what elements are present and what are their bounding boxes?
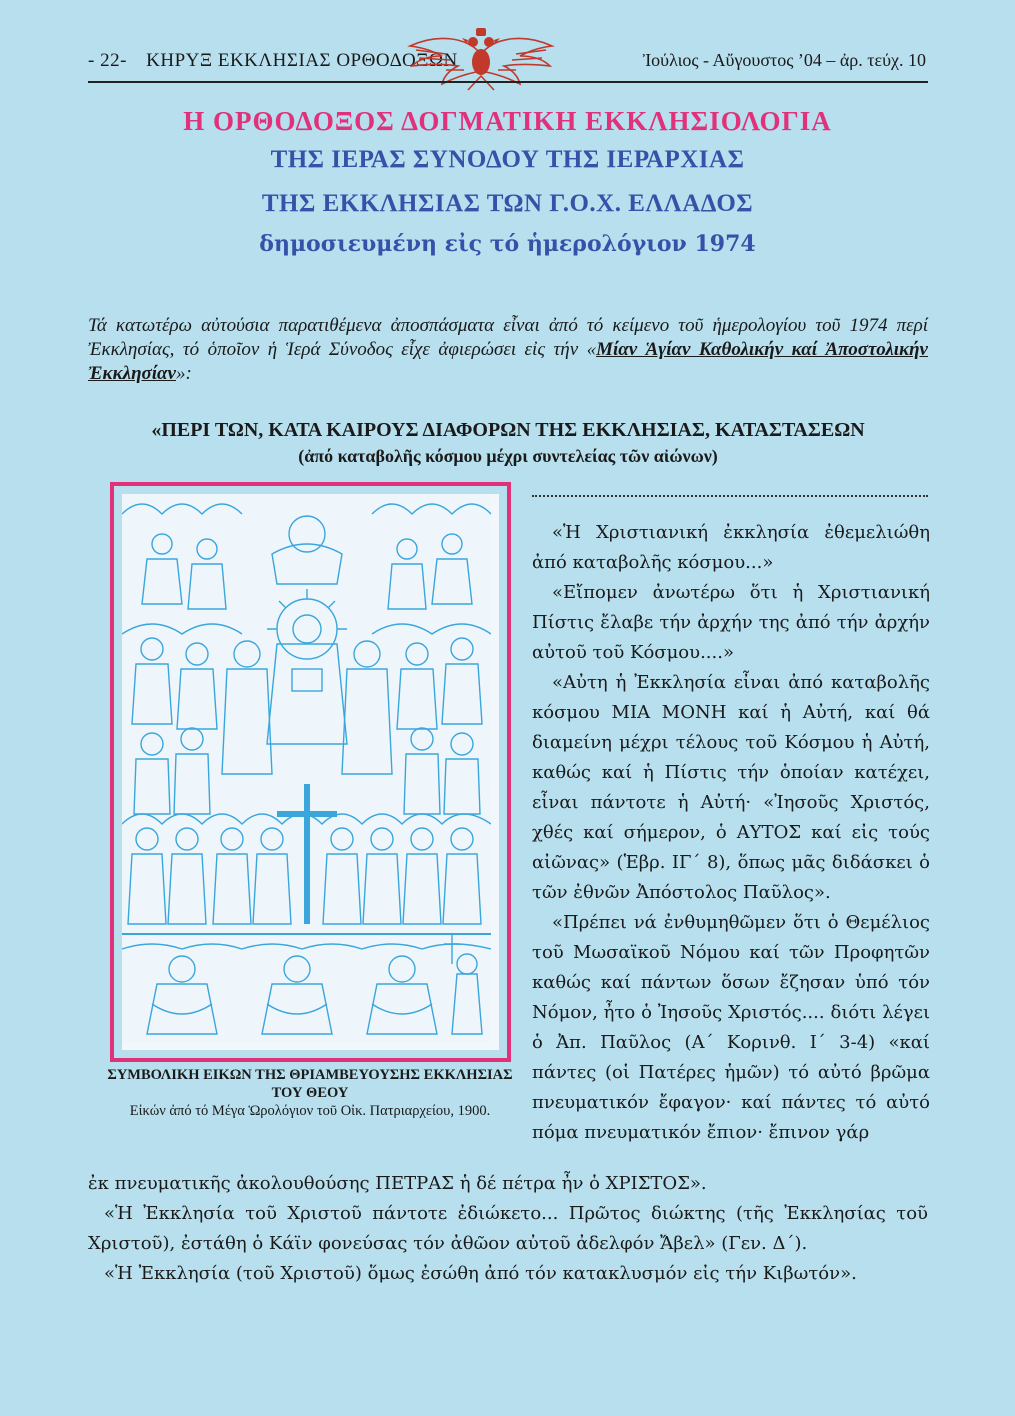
page-number: - 22-: [88, 50, 127, 71]
section-heading-main: «ΠΕΡΙ ΤΩΝ, ΚΑΤΑ ΚΑΙΡΟΥΣ ΔΙΑΦΟΡΩΝ ΤΗΣ ΕΚΚΛΗΣΙΑΣ, ΚΑΤΑΣΤΑΣΕΩΝ: [151, 419, 865, 441]
bottom-paragraph: «Ἡ Ἐκκλησία τοῦ Χριστοῦ πάντοτε ἐδιώκετο... Πρῶτος διώκτης (τῆς Ἐκκλησίας τοῦ Χριστοῦ), ἐστάθη ὁ Κάϊν φονεύσας τόν ἀθῶον αὐτοῦ ἀδελφόν Ἄβελ» (Γεν. Δ΄).: [88, 1203, 928, 1254]
column-paragraph: «Ἡ Χριστιανική ἐκκλησία ἐθεμελιώθη ἀπό καταβολῆς κόσμου...»: [532, 522, 930, 573]
intro-text: Τά κατωτέρω αὐτούσια παρατιθέμενα ἀποσπάσματα εἶναι ἀπό τό κείμενο τοῦ ἡμερολογίου τοῦ 1974 περί Ἐκκλησίας, τό ὁποῖον ἡ Ἱερά Σύνοδος εἶχε ἀφιερώσει εἰς τήν «: [88, 315, 928, 360]
column-paragraph: «Εἴπομεν ἀνωτέρω ὅτι ἡ Χριστιανική Πίστις ἔλαβε τήν ἀρχήν της ἀπό τήν ἀρχήν αὐτοῦ τοῦ Κόσμου....»: [532, 582, 930, 663]
double-headed-eagle-icon: [406, 26, 556, 96]
title-line-1: Η ΟΡΘΟΔΟΞΟΣ ΔΟΓΜΑΤΙΚΗ ΕΚΚΛΗΣΙΟΛΟΓΙΑ: [183, 106, 832, 136]
church-triumphant-icon-image: [122, 494, 499, 1050]
bottom-paragraph: «Ἡ Ἐκκλησία (τοῦ Χριστοῦ) ὅμως ἐσώθη ἀπό τόν κατακλυσμόν εἰς τήν Κιβωτόν».: [104, 1263, 857, 1284]
dotted-separator: [532, 495, 928, 497]
column-paragraph: «Πρέπει νά ἐνθυμηθῶμεν ὅτι ὁ Θεμέλιος τοῦ Μωσαϊκοῦ Νόμου καί τῶν Προφητῶν καθώς καί πάντων ὅσων ἔζησαν ὑπό τόν Νόμον, ἦτο ὁ Ἰησοῦς Χριστός.... διότι λέγει ὁ Ἀπ. Παῦλος (Α΄ Κορινθ. Ι΄ 3-4) «καί πάντες (οἱ Πατέρες ἡμῶν) τό αὐτό βρῶμα πνευματικόν ἔφαγον· καί πάντες τό αὐτό πόμα πνευματικόν ἔπιον· ἔπινον γάρ: [532, 912, 930, 1143]
bottom-paragraph: ἐκ πνευματικῆς ἀκολουθούσης ΠΕΤΡΑΣ ἡ δέ πέτρα ἦν ὁ ΧΡΙΣΤΟΣ».: [88, 1173, 707, 1194]
section-heading: [88, 417, 928, 469]
icon-caption-title: ΣΥΜΒΟΛΙΚΗ ΕΙΚΩΝ ΤΗΣ ΘΡΙΑΜΒΕΥΟΥΣΗΣ ΕΚΚΛΗΣΙΑΣ ΤΟΥ ΘΕΟΥ: [107, 1067, 513, 1101]
intro-underlined: Μίαν Ἁγίαν Καθολικήν καί Ἀποστολικήν Ἐκκλησίαν: [88, 339, 928, 384]
article-title-block: [80, 104, 935, 262]
title-line-4: δημοσιευμένη εἰς τό ἡμερολόγιον 1974: [259, 231, 756, 257]
icon-illustration: [122, 494, 491, 1042]
intro-paragraph: [88, 314, 928, 386]
column-paragraph: «Αὐτη ἡ Ἐκκλησία εἶναι ἀπό καταβολῆς κόσμου ΜΙΑ ΜΟΝΗ καί ἡ Αὐτή, καί θά διαμείνη μέχρι τέλους τοῦ Κόσμου ἡ Αὐτή, καθώς καί ἡ Πίστις τήν ὁποίαν κατέχει, εἶναι πάντοτε ἡ Αὐτή· «Ἰησοῦς Χριστός, χθές καί σήμερον, ὁ ΑΥΤΟΣ καί εἰς τούς αἰῶνας» (Ἑβρ. ΙΓ΄ 8), ὅπως μᾶς διδάσκει ὁ τῶν ἐθνῶν Ἀπόστολος Παῦλος».: [532, 672, 930, 903]
intro-tail: »:: [176, 363, 192, 384]
journal-name: ΚΗΡΥΞ ΕΚΚΛΗΣΙΑΣ ΟΡΘΟΔΟΞΩΝ: [146, 50, 458, 71]
header-left: [88, 50, 458, 72]
title-line-3: ΤΗΣ ΕΚΚΛΗΣΙΑΣ ΤΩΝ Γ.Ο.Χ. ΕΛΛΑΔΟΣ: [261, 190, 754, 217]
title-line-2: ΤΗΣ ΙΕΡΑΣ ΣΥΝΟΔΟΥ ΤΗΣ ΙΕΡΑΡΧΙΑΣ: [270, 146, 745, 173]
icon-caption-source: Εἰκών ἀπό τό Μέγα Ὡρολόγιον τοῦ Οἰκ. Πατριαρχείου, 1900.: [129, 1103, 491, 1119]
issue-info: Ἰούλιος - Αὔγουστος ’04 – ἀρ. τεύχ. 10: [642, 50, 926, 70]
section-heading-sub: (ἀπό καταβολῆς κόσμου μέχρι συντελείας τῶν αἰώνων): [298, 446, 718, 466]
page-header: [88, 44, 928, 84]
bottom-text: [88, 1169, 928, 1289]
header-rule: [88, 81, 928, 83]
icon-caption: [106, 1066, 514, 1120]
icon-image-frame: [110, 482, 511, 1062]
right-column-text: [532, 518, 930, 1148]
